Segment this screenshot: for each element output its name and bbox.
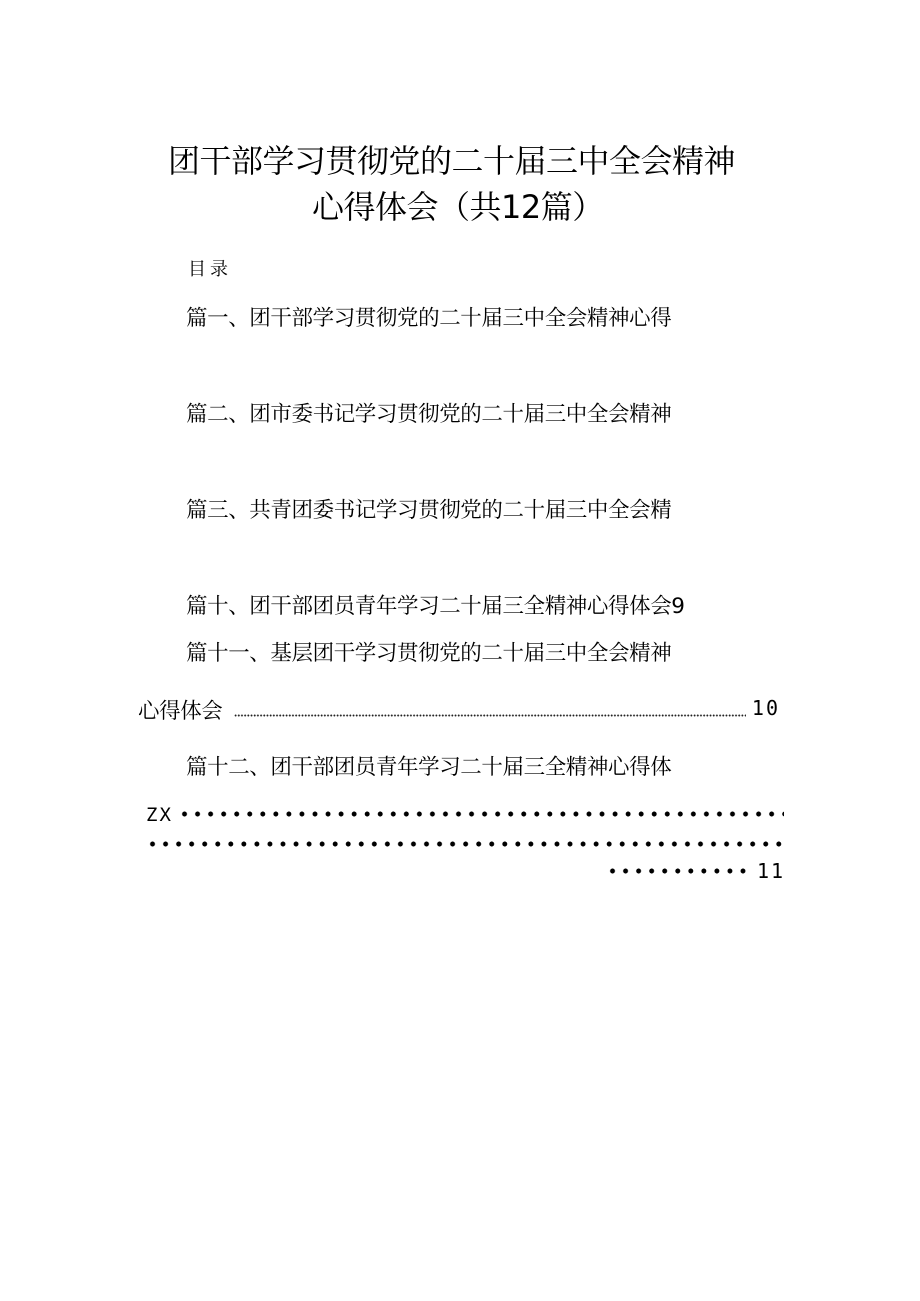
dot-leader-row-1 xyxy=(178,810,784,818)
toc-entry-11-label: 心得体会 xyxy=(138,699,223,724)
toc-heading: 目录 xyxy=(188,259,232,280)
toc-entry-2[interactable]: 篇二、团市委书记学习贯彻党的二十届三中全会精神 xyxy=(186,402,672,427)
document-title-line-2: 心得体会（共12篇） xyxy=(312,188,604,226)
toc-entry-3[interactable]: 篇三、共青团委书记学习贯彻党的二十届三中全会精 xyxy=(186,498,672,523)
toc-entry-11[interactable]: 篇十一、基层团干学习贯彻党的二十届三中全会精神 xyxy=(186,641,672,666)
dot-leader xyxy=(234,714,746,717)
dot-leader-row-2 xyxy=(146,840,786,848)
toc-entry-12-page: 11 xyxy=(757,859,786,883)
document-title-line-1: 团干部学习贯彻党的二十届三中全会精神 xyxy=(168,142,736,180)
toc-entry-12[interactable]: 篇十二、团干部团员青年学习二十届三全精神心得体 xyxy=(186,755,672,780)
toc-entry-10[interactable]: 篇十、团干部团员青年学习二十届三全精神心得体会9 xyxy=(186,594,685,619)
toc-entry-12-prefix: ZX xyxy=(146,804,173,826)
toc-entry-11-page: 10 xyxy=(751,696,780,720)
dot-leader-row-3 xyxy=(606,867,752,875)
toc-entry-1[interactable]: 篇一、团干部学习贯彻党的二十届三中全会精神心得 xyxy=(186,306,672,331)
toc-entry-11-continuation[interactable] xyxy=(138,694,780,724)
